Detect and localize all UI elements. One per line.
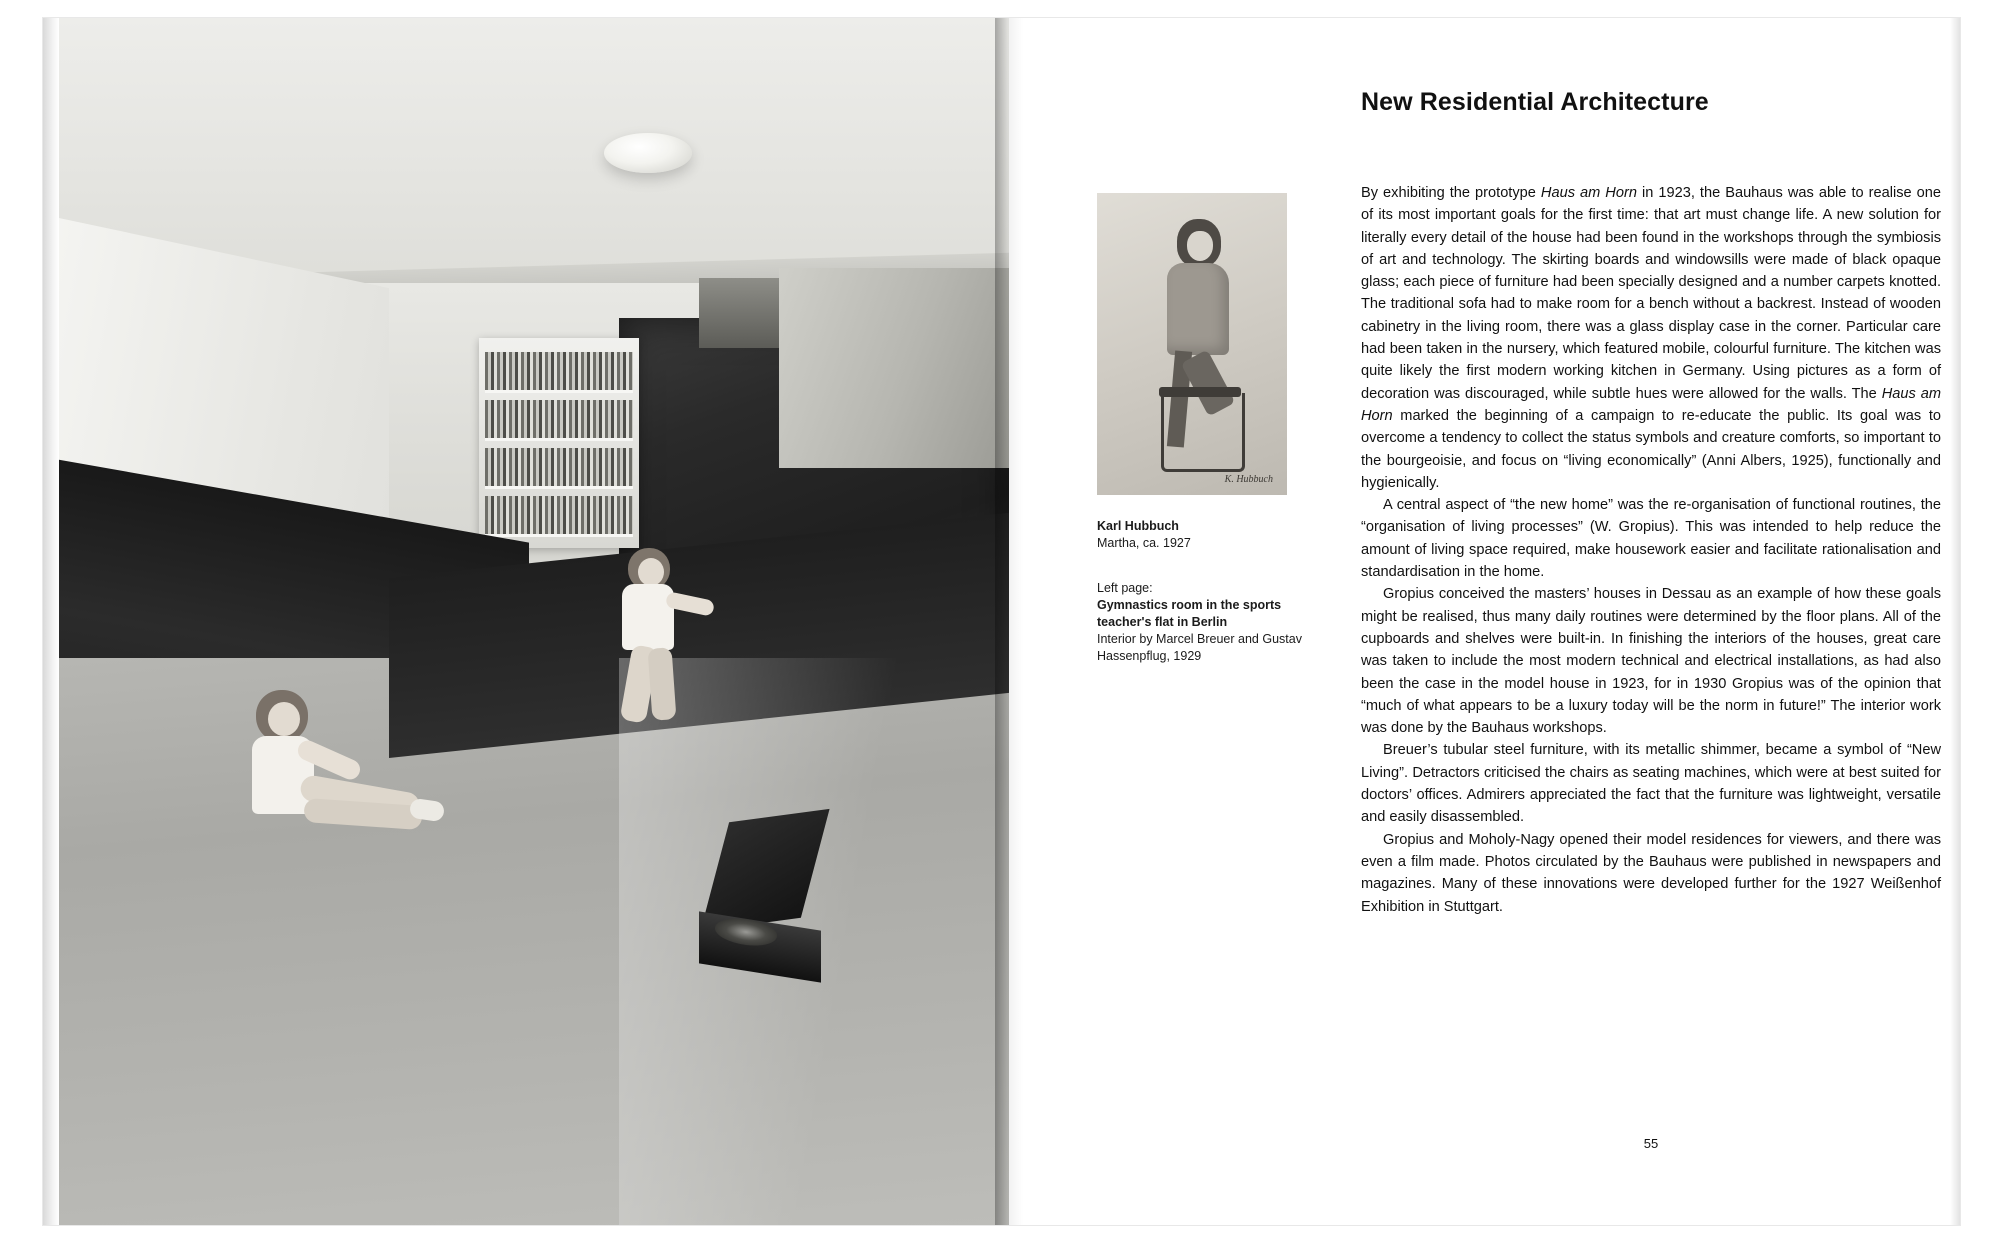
body-paragraph: Gropius and Moholy-Nagy opened their model residences for viewers, and there was even a film made. Photos circulated by the Bauhaus were published in newspapers and magazines. Many of these innovations were developed further for the 1927 Weißenhof Exhibition in Stuttgart. <box>1361 831 1941 915</box>
body-paragraph: By exhibiting the prototype Haus am Horn in 1923, the Bauhaus was able to realise one of its most important goals for the first time: that art must change life. A new solution for literally every detail of the house had been found in the workshops through the symbiosis of art and technology. The skirting boards and windowsills were made of black opaque glass; each piece of furniture had been specially designed and a number carpets knotted. The traditional sofa had to make room for a bench without a backrest. Instead of wooden cabinetry in the living room, there was a glass display case in the corner. Particular care had been taken in the nursery, which featured mobile, colourful furniture. The kitchen was quite likely the first modern working kitchen in Germany. Using pictures as a form of decoration was discouraged, while subtle hues were allowed for the walls. The Haus am Horn marked the beginning of a campaign to re-educate the public. Its goal was to overcome a tendency to collect the status symbols and creature comforts, so important to the bourgeoisie, and focus on “living economically” (Anni Albers, 1925), functionally and hygienically. <box>1361 185 1941 491</box>
photo-girl-on-floor <box>244 690 454 870</box>
page-gutter-shadow <box>995 18 1023 1225</box>
photo-gramophone <box>699 863 829 993</box>
caption-left-page-detail: Interior by Marcel Breuer and Gustav Hassenpflug, 1929 <box>1097 632 1302 663</box>
photo-girl-on-ledge <box>604 548 724 738</box>
gymnastics-room-photograph <box>59 18 1009 1225</box>
caption-artwork-title: Martha, ca. 1927 <box>1097 536 1191 550</box>
page-number: 55 <box>1643 1136 1659 1151</box>
caption-left-page-label: Left page: <box>1097 581 1153 595</box>
photo-cabinet <box>779 268 1009 468</box>
left-page-edge <box>43 18 59 1225</box>
body-paragraph: Gropius conceived the masters’ houses in Dessau as an example of how these goals might be realised, thus many daily routines were determined by the floor plans. All of the cupboards and shelves were built-in. In finishing the interiors of the houses, great care was taken to include the most modern technical and electrical installations, as had also been the case in the model house in 1923, for in 1930 Gropius was of the opinion that “much of what appears to be a luxury today will be the norm in future!” The interior work was done by the Bauhaus workshops. <box>1361 586 1941 737</box>
figure-caption-credit <box>1097 518 1329 552</box>
right-page <box>1009 18 1960 1225</box>
body-text-column <box>1361 182 1941 918</box>
left-page-caption <box>1097 580 1329 665</box>
photo-bookshelf <box>479 338 639 548</box>
book-block <box>43 18 1960 1225</box>
artwork-signature: K. Hubbuch <box>1224 474 1273 485</box>
page-title: New Residential Architecture <box>1361 87 1709 116</box>
ceiling-lamp-icon <box>604 133 692 173</box>
body-paragraph: Breuer’s tubular steel furniture, with its metallic shimmer, became a symbol of “New Living”. Detractors criticised the chairs as seating machines, which were at best suited for doctors’ offices. Admirers appreciated the fact that the furniture was lightweight, versatile and easily disassembled. <box>1361 742 1941 826</box>
right-page-edge <box>1950 18 1960 1225</box>
karl-hubbuch-martha-drawing <box>1097 193 1287 495</box>
caption-artist-name: Karl Hubbuch <box>1097 519 1179 533</box>
body-paragraph: A central aspect of “the new home” was the re-organisation of functional routines, the “organisation of living processes” (W. Gropius). This was intended to help reduce the amount of living space required, make housework easier and facilitate rationalisation and standardisation in the home. <box>1361 497 1941 581</box>
left-page <box>43 18 1009 1225</box>
caption-left-page-title: Gymnastics room in the sports teacher's flat in Berlin <box>1097 598 1282 629</box>
